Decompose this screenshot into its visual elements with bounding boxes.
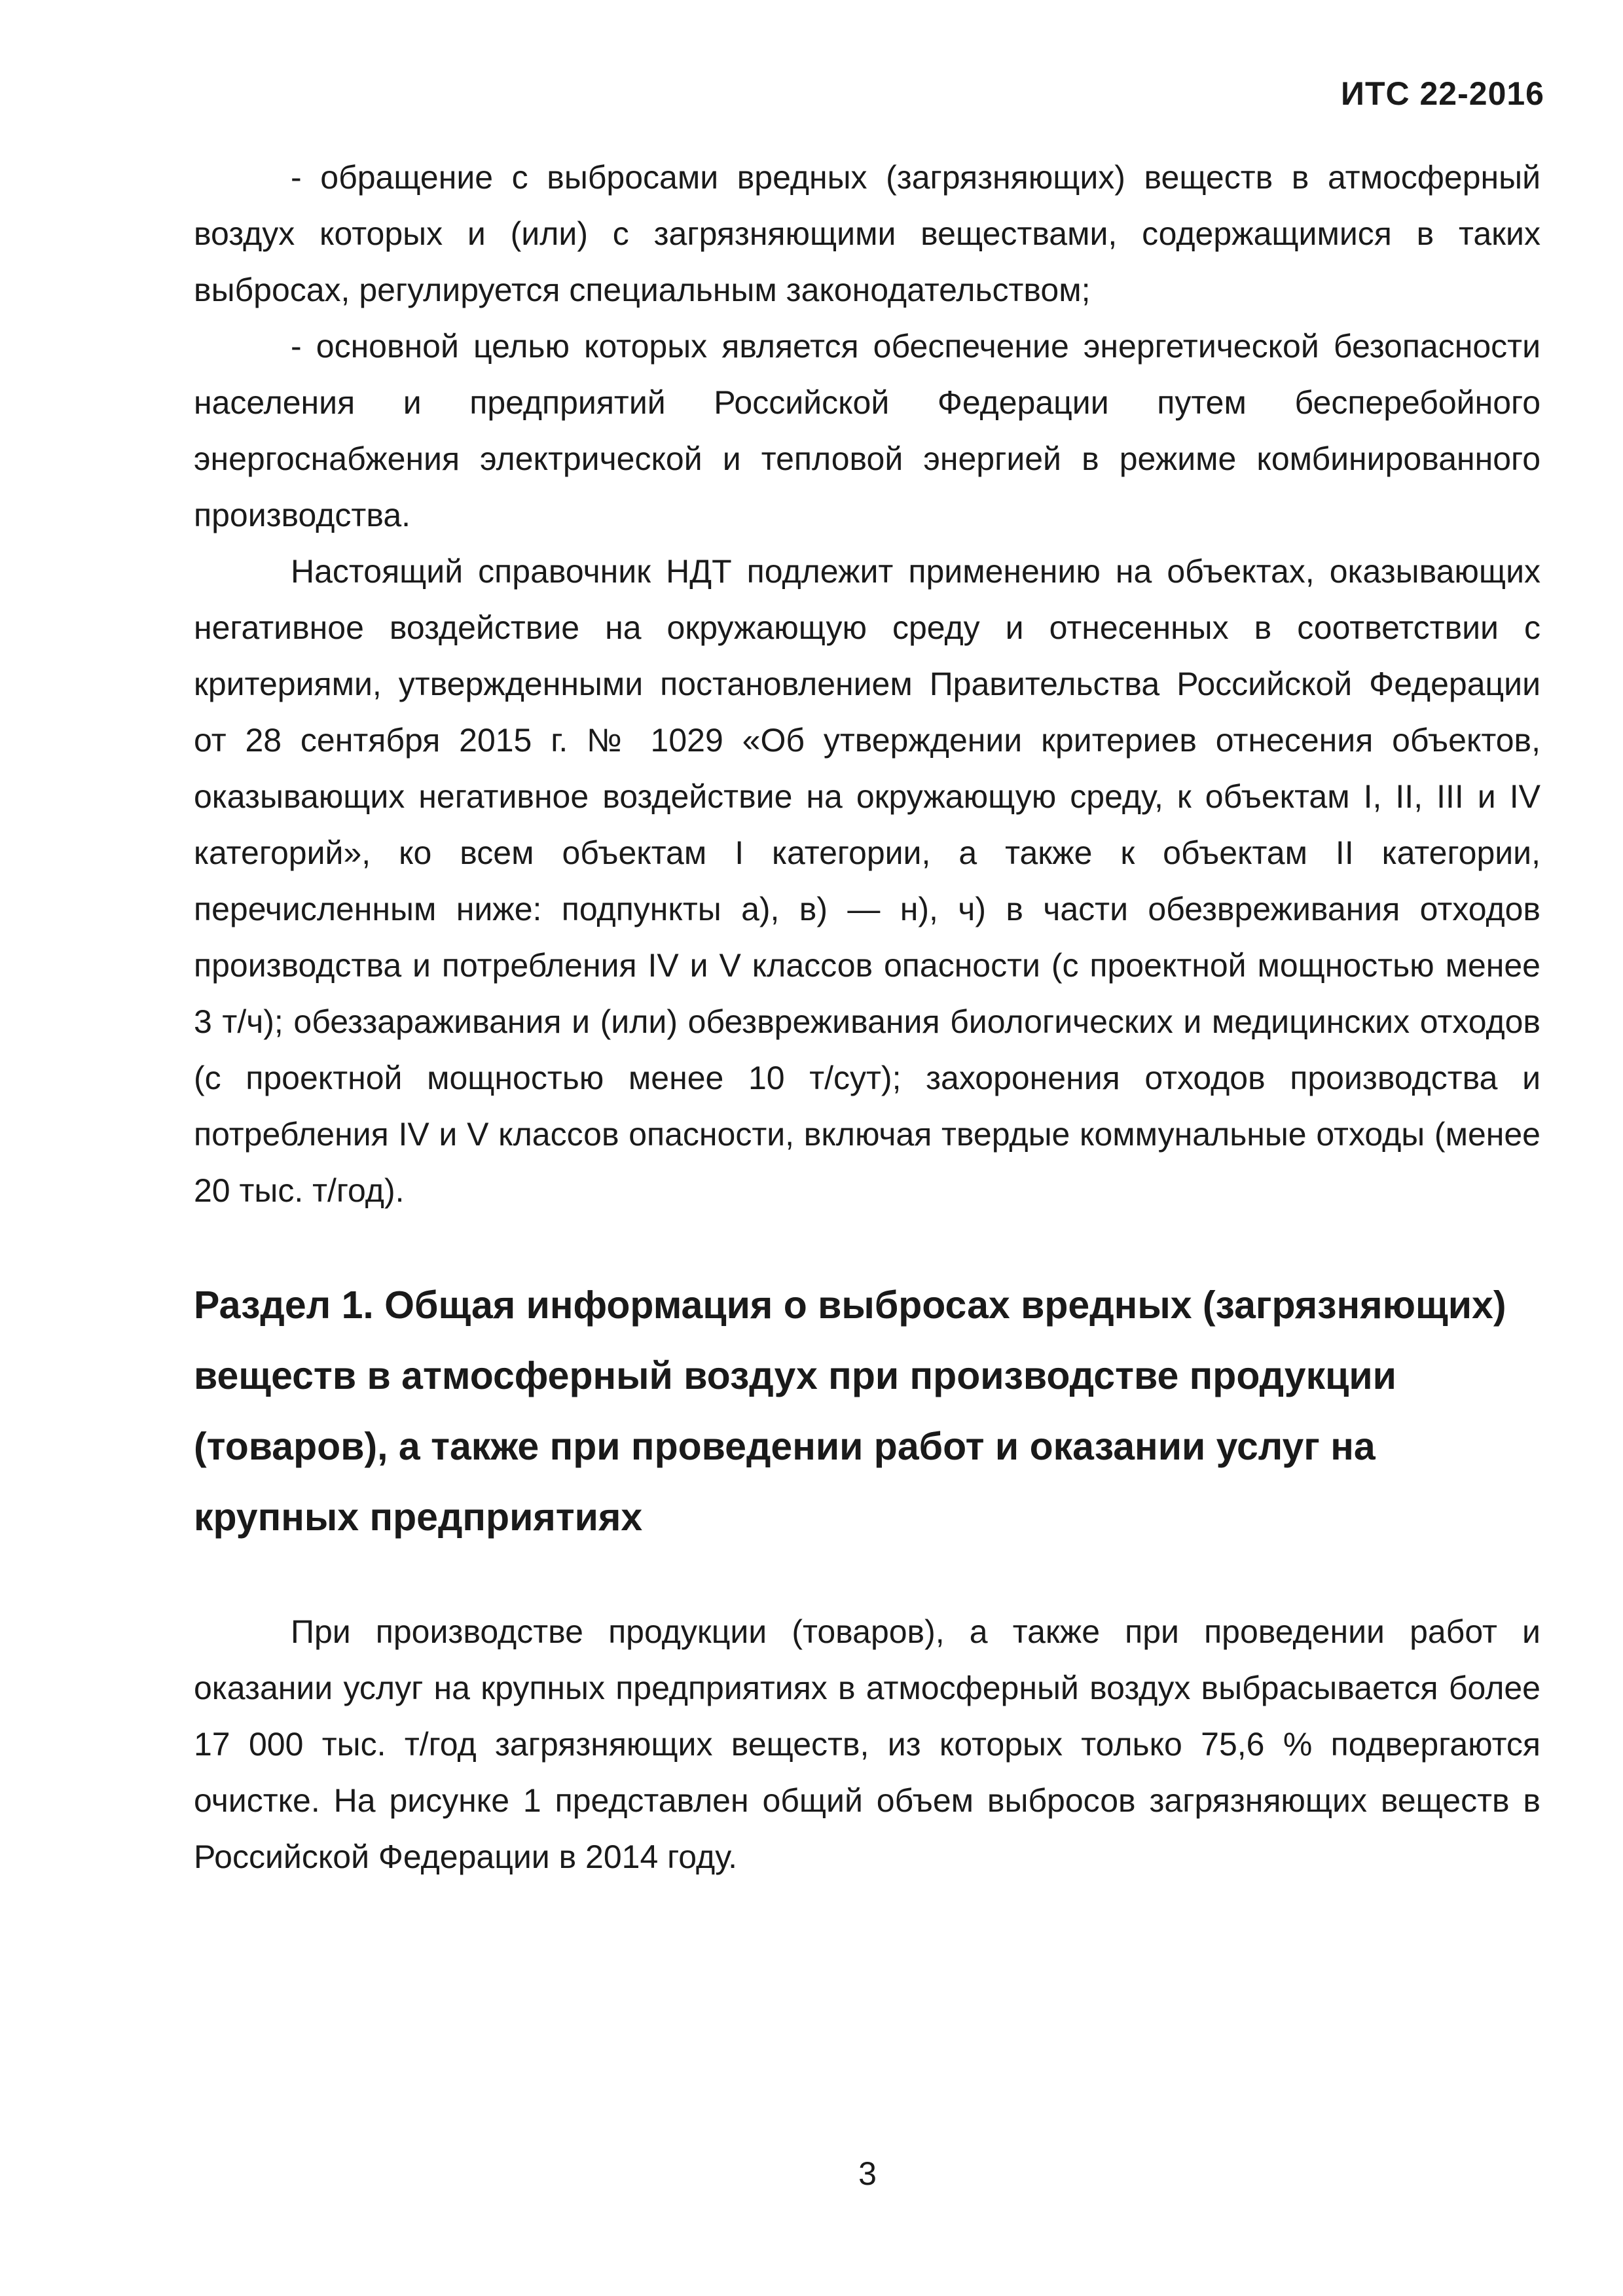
paragraph-energy-security: - основной целью которых является обеспечение энергетической безопасности населения и предприятий Российской Федерации путем бесперебойного энергоснабжения электрической и тепловой энергией в режиме комбинированного производства. xyxy=(194,328,1541,533)
page-content xyxy=(194,149,1541,1885)
document-code: ИТС 22-2016 xyxy=(1341,75,1544,112)
section-1-heading: Раздел 1. Общая информация о выбросах вредных (загрязняющих) веществ в атмосферный воздух при производстве продукции (товаров), а также при проведении работ и оказании услуг на крупных предприятиях xyxy=(194,1283,1506,1539)
page-number: 3 xyxy=(858,2155,877,2192)
section-1-body: При производстве продукции (товаров), а также при проведении работ и оказании услуг на крупных предприятиях в атмосферный воздух выбрасывается более 17 000 тыс. т/год загрязняющих веществ, из которых только 75,6 % подвергаются очистке. На рисунке 1 представлен общий объем выбросов загрязняющих веществ в Российской Федерации в 2014 году. xyxy=(194,1613,1541,1875)
paragraph-emissions-regulation: - обращение с выбросами вредных (загрязняющих) веществ в атмосферный воздух которых и (или) с загрязняющими веществами, содержащимися в таких выбросах, регулируется специальным законодательством; xyxy=(194,159,1541,308)
paragraph-applicability: Настоящий справочник НДТ подлежит применению на объектах, оказывающих негативное воздействие на окружающую среду и отнесенных в соответствии с критериями, утвержденными постановлением Правительства Российской Федерации от 28 сентября 2015 г. № 1029 «Об утверждении критериев отнесения объектов, оказывающих негативное воздействие на окружающую среду, к объектам I, II, III и IV категорий», ко всем объектам I категории, а также к объектам II категории, перечисленным ниже: подпункты а), в) — н), ч) в части обезвреживания отходов производства и потребления IV и V классов опасности (с проектной мощностью менее 3 т/ч); обеззараживания и (или) обезвреживания биологических и медицинских отходов (с проектной мощностью менее 10 т/сут); захоронения отходов производства и потребления IV и V классов опасности, включая твердые коммунальные отходы (менее 20 тыс. т/год). xyxy=(194,553,1541,1209)
